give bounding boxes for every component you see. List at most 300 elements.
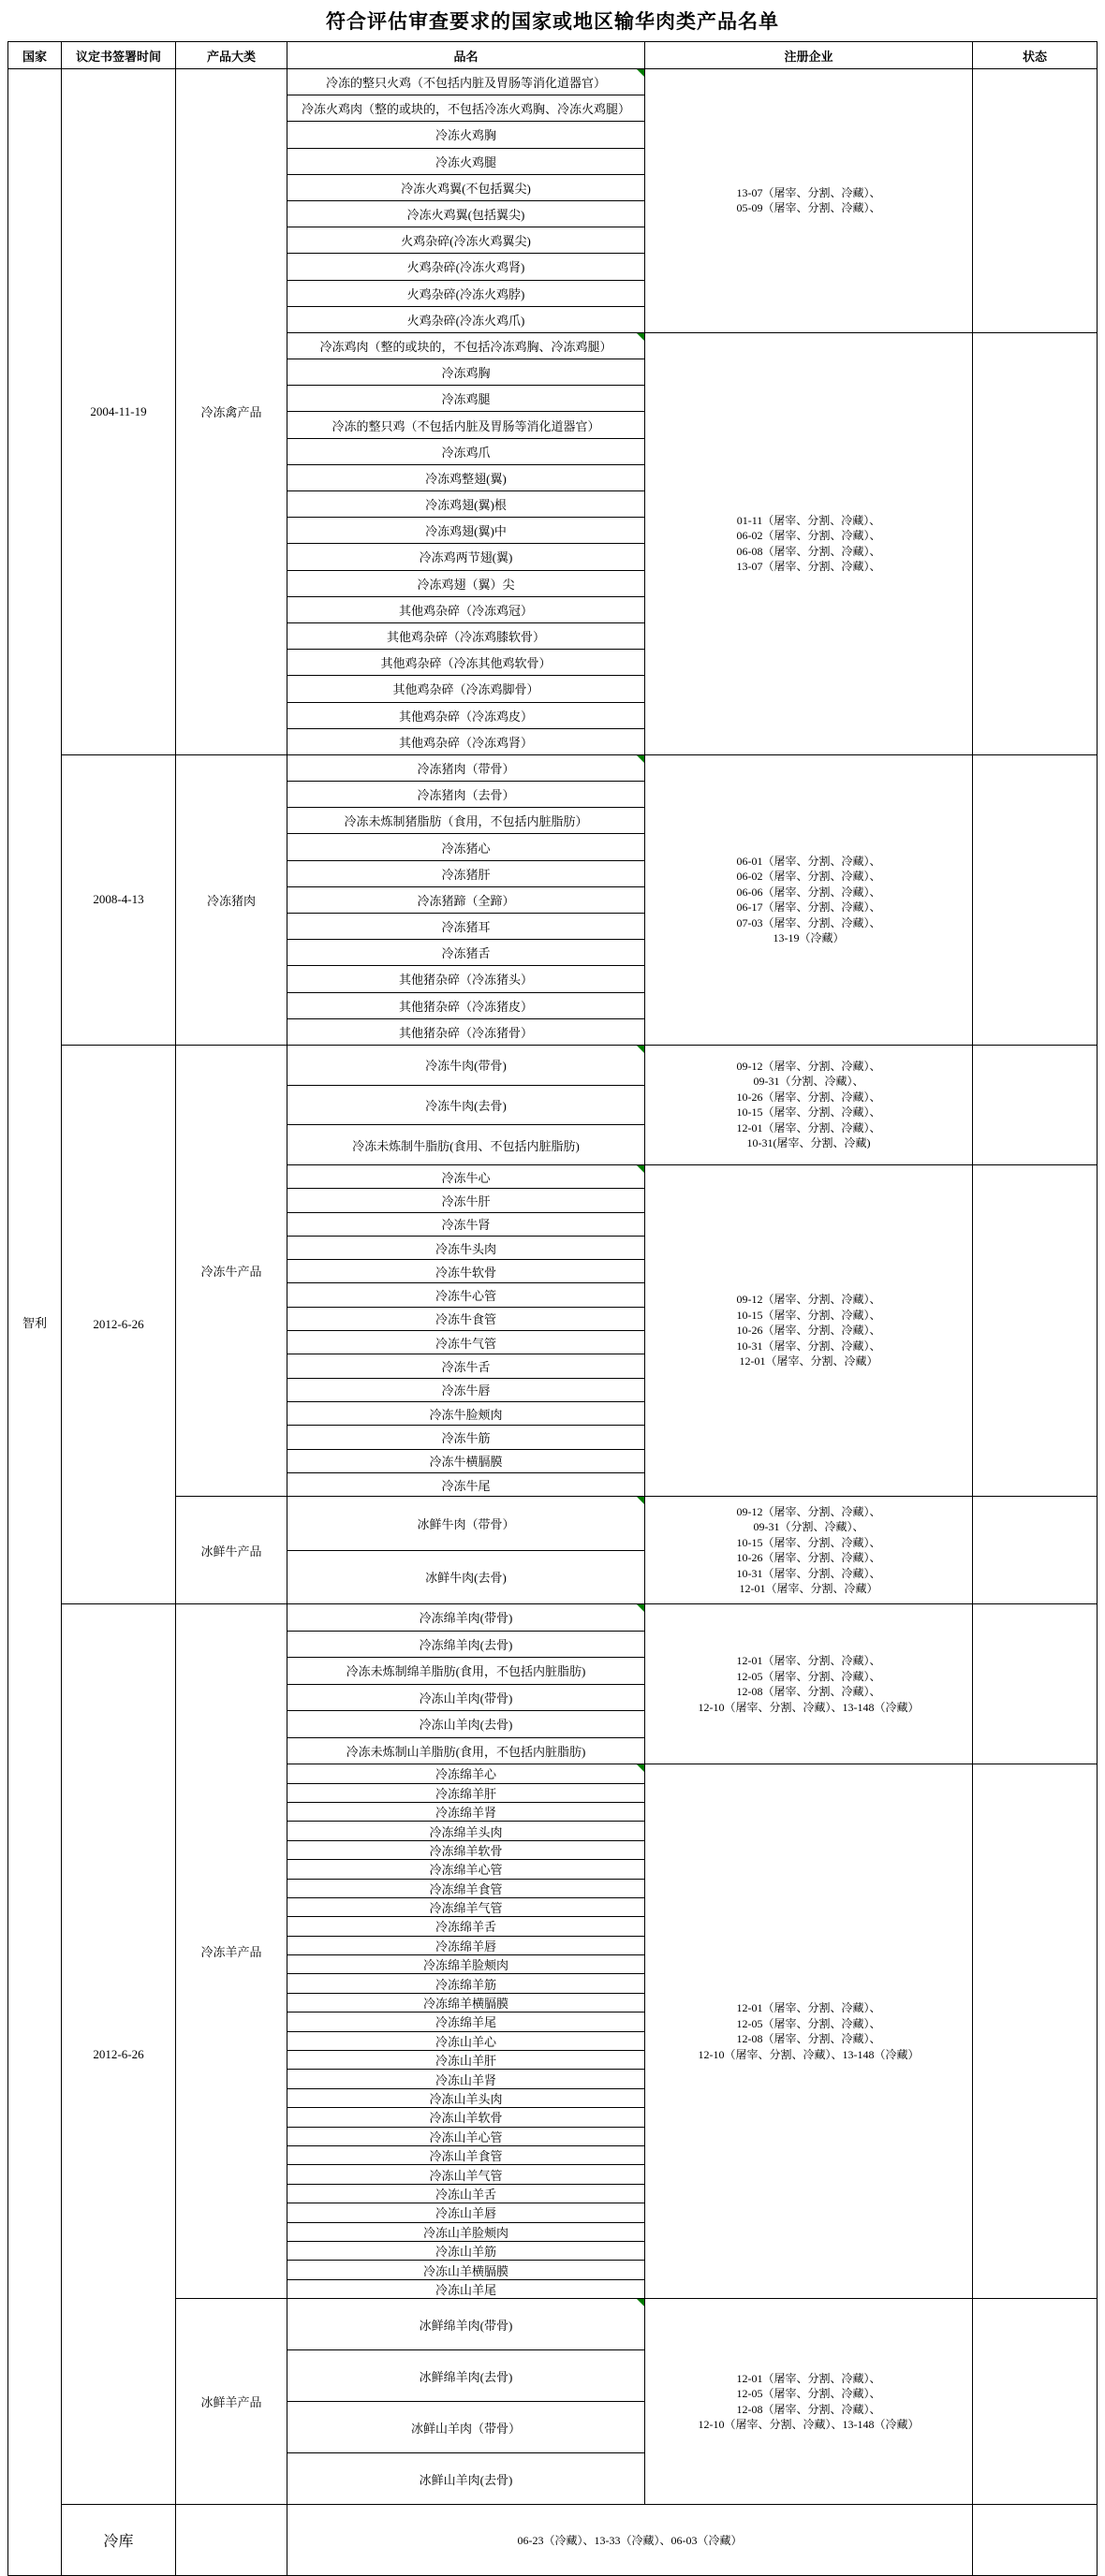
product-name: 冷冻牛尾 [441,1478,491,1493]
product-name: 冷冻山羊软骨 [429,2111,503,2126]
product-name: 冷冻未炼制山羊脂肪(食用，不包括内脏脂肪) [346,1744,586,1759]
product-name: 冷冻牛心管 [435,1289,496,1304]
product-cell [287,571,644,597]
product-name: 冷冻的整只鸡（不包括内脏及胃肠等消化道器官） [332,418,600,433]
enterprise-code-line: 12-05（屠宰、分割、冷藏）、 [736,2016,881,2030]
enterprise-code-line: 12-01（屠宰、分割、冷藏）、 [736,1654,881,1668]
product-cell [287,1784,644,1803]
product-name: 其他鸡杂碎（冷冻鸡皮） [398,709,533,724]
blocks-column [287,69,1097,755]
header-country: 国家 [8,42,62,69]
header-product: 品名 [287,42,645,69]
product-cell [287,1685,644,1712]
product-cell [287,2089,644,2108]
header-enterprise: 注册企业 [645,42,973,69]
enterprise-code-line: 09-31（分割、冷藏）、 [753,1520,864,1534]
product-cell [287,175,644,201]
product-cell [287,465,644,491]
product-name: 冷冻山羊心 [435,2034,496,2049]
status-cell [973,333,1097,755]
product-cell [287,281,644,307]
product-name: 冷冻猪耳 [441,920,491,935]
enterprise-code-line: 09-12（屠宰、分割、冷藏）、 [736,1293,881,1307]
enterprise-code-line: 12-01（屠宰、分割、冷藏）、 [736,2001,881,2015]
product-cell [287,1898,644,1917]
product-cell [287,254,644,280]
product-name-column [287,2299,645,2505]
enterprise-cell [645,755,973,1046]
product-cell [287,597,644,623]
product-cell [287,359,644,386]
product-name: 冷冻山羊心管 [429,2130,503,2144]
enterprise-code-line: 06-06（屠宰、分割、冷藏）、 [736,885,881,899]
product-name: 冷冻鸡肉（整的或块的，不包括冷冻鸡胸、冷冻鸡腿） [319,339,612,354]
enterprise-block [287,755,1097,1046]
status-cell [973,2505,1097,2575]
product-name: 其他猪杂碎（冷冻猪骨） [398,1025,533,1040]
product-cell [287,1237,644,1260]
product-cell [287,861,644,887]
product-name: 火鸡杂碎(冷冻火鸡脖) [406,286,525,301]
enterprise-code-line: 09-31（分割、冷藏）、 [753,1075,864,1089]
comment-marker-icon [637,333,644,341]
enterprise-code-line: 10-15（屠宰、分割、冷藏）、 [736,1308,881,1322]
product-cell [287,1632,644,1659]
product-cell [287,2299,644,2350]
enterprise-code-line: 10-31（屠宰、分割、冷藏）、 [736,1339,881,1353]
blocks-column [287,1497,1097,1604]
enterprise-block [287,1764,1097,2299]
product-name: 冷冻绵羊肾 [435,1806,496,1821]
product-cell [287,122,644,148]
product-cell [287,1658,644,1685]
product-cell [287,808,644,834]
enterprise-code-line: 12-10（屠宰、分割、冷藏）、13-148（冷藏） [698,2047,920,2061]
product-name-column [287,1764,645,2299]
product-name: 冷冻牛肾 [441,1218,491,1233]
product-name: 冷冻猪肉（去骨） [417,788,515,803]
category-row [176,1046,1097,1497]
product-cell [287,2203,644,2222]
product-name: 冷冻山羊唇 [435,2206,496,2221]
product-cell [287,1822,644,1840]
product-cell [287,69,644,95]
product-name: 冷冻山羊尾 [435,2282,496,2297]
product-name-column [287,69,645,333]
product-name: 冷冻牛肉(去骨) [425,1098,507,1113]
categories-column [176,755,1097,1046]
product-name: 火鸡杂碎(冷冻火鸡翼尖) [401,234,531,249]
product-name: 冰鲜绵羊肉(带骨) [419,2318,513,2333]
product-name: 冷冻火鸡腿 [435,154,496,169]
enterprise-code-line: 12-08（屠宰、分割、冷藏）、 [736,2032,881,2046]
status-cell [973,1046,1097,1165]
product-name: 冷冻猪心 [441,841,491,856]
enterprise-code-line: 12-05（屠宰、分割、冷藏）、 [736,1669,881,1683]
enterprise-code-line: 10-26（屠宰、分割、冷藏）、 [736,1324,881,1338]
enterprise-code-line: 06-08（屠宰、分割、冷藏）、 [736,544,881,558]
enterprise-cell [645,1046,973,1165]
product-cell [287,1994,644,2012]
cold-store-row [62,2505,1097,2575]
page-title: 符合评估审查要求的国家或地区输华肉类产品名单 [326,10,779,33]
product-cell [287,966,644,992]
protocol-date-cell: 2008-4-13 [62,755,176,1046]
product-name-column [287,1497,645,1604]
product-name-column [287,1165,645,1497]
product-name: 其他猪杂碎（冷冻猪头） [398,973,533,988]
enterprise-block [287,2299,1097,2505]
product-cell [287,2128,644,2146]
product-name: 冷冻鸡两节翅(翼) [419,550,513,565]
date-group [62,1604,1097,2505]
categories-column [176,1046,1097,1604]
product-name: 冷冻山羊筋 [435,2245,496,2260]
product-name: 冷冻火鸡胸 [435,128,496,143]
enterprise-cell [645,1497,973,1604]
product-cell [287,333,644,359]
header-date: 议定书签署时间 [62,42,176,69]
product-cell [287,1426,644,1449]
product-name: 冷冻牛头肉 [435,1241,496,1256]
table-header-row [8,42,1097,69]
product-name: 冷冻牛心 [441,1170,491,1185]
product-cell [287,227,644,254]
product-cell [287,623,644,650]
product-name: 冷冻牛脸颊肉 [429,1407,503,1422]
product-cell [287,2402,644,2453]
product-name: 冷冻绵羊气管 [429,1901,503,1916]
country-cell: 智利 [8,69,62,2575]
product-name: 冷冻牛食管 [435,1312,496,1327]
categories-column [176,1604,1097,2505]
title-bar [0,0,1105,41]
product-name: 冷冻绵羊筋 [435,1977,496,1992]
product-name: 其他鸡杂碎（冷冻鸡冠） [398,603,533,618]
enterprise-cell [645,69,973,333]
status-cell [973,1165,1097,1497]
enterprise-cell [645,1764,973,2299]
status-cell [973,69,1097,333]
date-group [62,755,1097,1046]
category-row [176,69,1097,755]
product-cell [287,2223,644,2242]
product-cell [287,386,644,412]
protocol-date-cell: 2012-6-26 [62,1046,176,1604]
product-name: 冷冻绵羊脸颊肉 [422,1958,508,1973]
category-cell: 冷冻禽产品 [176,69,287,755]
enterprise-block [287,1046,1097,1165]
product-cell [287,491,644,518]
enterprise-code-line: 13-07（屠宰、分割、冷藏）、 [736,560,881,574]
product-cell [287,1860,644,1879]
enterprise-code-line: 12-01（屠宰、分割、冷藏） [739,1354,878,1368]
product-name: 冷冻鸡腿 [441,392,491,407]
comment-marker-icon [637,2299,644,2306]
product-cell [287,1379,644,1402]
product-cell [287,1086,644,1126]
enterprise-code-line: 10-31(屠宰、分割、冷藏) [746,1136,871,1150]
comment-marker-icon [637,1764,644,1772]
product-cell [287,993,644,1019]
enterprise-code-line: 05-09（屠宰、分割、冷藏）、 [736,201,881,215]
table-body-main [62,69,1097,2575]
product-cell [287,1841,644,1860]
product-cell [287,1937,644,1955]
product-name: 其他鸡杂碎（冷冻鸡脚骨） [392,682,539,697]
comment-marker-icon [637,755,644,763]
comment-marker-icon [637,69,644,77]
product-cell [287,2165,644,2184]
products-table [7,41,1098,2576]
comment-marker-icon [637,1165,644,1173]
category-row [176,1497,1097,1604]
enterprise-code-line: 12-10（屠宰、分割、冷藏）、13-148（冷藏） [698,1700,920,1714]
product-cell [287,1738,644,1765]
product-name: 冷冻猪肝 [441,867,491,882]
product-name: 冰鲜牛肉(去骨) [425,1571,507,1586]
product-cell [287,2280,644,2299]
enterprise-code-line: 12-01（屠宰、分割、冷藏） [739,1582,878,1596]
product-cell [287,1213,644,1237]
product-cell [287,2108,644,2127]
product-name: 冷冻绵羊肉(带骨) [419,1611,513,1626]
category-row [176,2299,1097,2505]
product-cell [287,95,644,122]
product-cell [287,2051,644,2070]
product-name: 冷冻鸡翅（翼）尖 [417,577,515,592]
enterprise-code-line: 12-05（屠宰、分割、冷藏）、 [736,2387,881,2401]
product-name-column [287,755,645,1046]
product-name: 冷冻牛横膈膜 [429,1455,503,1470]
product-name: 冷冻牛肉(带骨) [425,1059,507,1074]
header-status: 状态 [973,42,1097,69]
header-category: 产品大类 [176,42,287,69]
date-group [62,69,1097,755]
product-cell [287,940,644,966]
product-name: 冷冻牛舌 [441,1360,491,1375]
product-name: 冷冻绵羊头肉 [429,1824,503,1839]
product-name: 冷冻绵羊肉(去骨) [419,1637,513,1652]
product-name: 冷冻绵羊肝 [435,1786,496,1801]
enterprise-code-line: 12-08（屠宰、分割、冷藏）、 [736,1685,881,1699]
blocks-column [287,1604,1097,2299]
product-cell [287,1711,644,1738]
enterprise-code-line: 06-17（屠宰、分割、冷藏）、 [736,900,881,915]
enterprise-code-line: 10-26（屠宰、分割、冷藏）、 [736,1090,881,1104]
product-name: 冷冻鸡翅(翼)中 [425,524,507,539]
product-cell [287,412,644,438]
product-name: 冷冻山羊肾 [435,2072,496,2087]
product-cell [287,1165,644,1189]
enterprise-cell [645,333,973,755]
cold-store-label-cell: 冷库 [62,2505,176,2575]
product-name: 冷冻鸡翅(翼)根 [425,498,507,513]
enterprise-block [287,69,1097,333]
product-name: 冷冻山羊舌 [435,2187,496,2202]
enterprise-code-line: 10-15（屠宰、分割、冷藏）、 [736,1535,881,1549]
product-name: 冷冻牛软骨 [435,1265,496,1280]
product-name-column [287,1046,645,1165]
product-name: 冷冻山羊横膈膜 [422,2263,508,2278]
product-name: 冷冻绵羊心 [435,1767,496,1782]
product-cell [287,703,644,729]
product-name: 冷冻猪肉（带骨） [417,761,515,776]
category-cell: 冰鲜牛产品 [176,1497,287,1604]
product-cell [287,1046,644,1086]
product-name-column [287,333,645,755]
product-cell [287,544,644,570]
enterprise-block [287,1604,1097,1764]
product-cell [287,2242,644,2261]
product-name: 冷冻绵羊舌 [435,1920,496,1935]
enterprise-code-line: 12-08（屠宰、分割、冷藏）、 [736,2402,881,2416]
product-cell [287,1473,644,1497]
category-cell: 冰鲜羊产品 [176,2299,287,2505]
product-name: 其他鸡杂碎（冷冻鸡肾） [398,735,533,750]
enterprise-code-line: 10-15（屠宰、分割、冷藏）、 [736,1105,881,1120]
enterprise-code-line: 06-01（屠宰、分割、冷藏）、 [736,854,881,868]
enterprise-block [287,333,1097,755]
product-name: 冷冻绵羊尾 [435,2015,496,2030]
enterprise-code-line: 12-01（屠宰、分割、冷藏）、 [736,2371,881,2385]
product-name: 冷冻牛筋 [441,1430,491,1445]
enterprise-code-line: 10-26（屠宰、分割、冷藏）、 [736,1551,881,1565]
product-name: 冰鲜绵羊肉(去骨) [419,2369,513,2384]
enterprise-code-line: 09-12（屠宰、分割、冷藏）、 [736,1059,881,1073]
product-name: 冷冻鸡整翅(翼) [425,471,507,486]
category-row [176,755,1097,1046]
empty-category-cell [176,2505,287,2575]
product-cell [287,1604,644,1632]
product-cell [287,1803,644,1822]
product-name: 冷冻未炼制牛脂肪(食用、不包括内脏脂肪) [352,1138,580,1153]
product-name: 冷冻山羊肝 [435,2054,496,2069]
blocks-column [287,755,1097,1046]
categories-column [176,69,1097,755]
product-cell [287,887,644,914]
product-cell [287,1551,644,1605]
product-name: 冷冻的整只火鸡（不包括内脏及胃肠等消化道器官） [325,76,606,91]
product-name: 冷冻绵羊食管 [429,1881,503,1896]
product-cell [287,2350,644,2402]
product-name: 火鸡杂碎(冷冻火鸡爪) [406,313,525,328]
status-cell [973,1764,1097,2299]
product-cell [287,729,644,755]
product-cell [287,1283,644,1307]
product-name: 冷冻山羊头肉 [429,2091,503,2106]
product-cell [287,676,644,702]
comment-marker-icon [637,1046,644,1053]
cold-store-enterprises-cell: 06-23（冷藏）、13-33（冷藏）、06-03（冷藏） [287,2505,973,2575]
product-cell [287,1450,644,1473]
product-cell [287,1260,644,1283]
product-name: 冷冻猪蹄（全蹄） [417,893,515,908]
table-body [8,69,1097,2575]
protocol-date-cell: 2004-11-19 [62,69,176,755]
product-name: 冷冻未炼制猪脂肪（食用，不包括内脏脂肪） [344,814,588,829]
product-cell [287,1402,644,1426]
product-name: 冰鲜山羊肉(去骨) [419,2472,513,2487]
product-name: 冷冻山羊脸颊肉 [422,2225,508,2240]
status-cell [973,1497,1097,1604]
product-name: 冷冻绵羊唇 [435,1939,496,1954]
product-name: 冷冻牛唇 [441,1383,491,1398]
product-cell [287,1125,644,1165]
product-cell [287,834,644,860]
product-name: 其他鸡杂碎（冷冻鸡膝软骨） [386,630,545,645]
product-cell [287,1917,644,1936]
product-cell [287,1880,644,1898]
comment-marker-icon [637,1604,644,1612]
product-cell [287,2146,644,2165]
product-cell [287,2185,644,2203]
product-cell [287,1974,644,1993]
enterprise-code-line: 13-19（冷藏） [773,931,845,945]
comment-marker-icon [637,1497,644,1504]
product-cell [287,201,644,227]
product-cell [287,1497,644,1551]
enterprise-code-line: 12-01（屠宰、分割、冷藏）、 [736,1120,881,1134]
product-cell [287,1331,644,1354]
product-cell [287,755,644,782]
status-cell [973,755,1097,1046]
enterprise-cell [645,2299,973,2505]
enterprise-code-line: 01-11（屠宰、分割、冷藏）、 [736,513,881,527]
product-name: 冷冻绵羊软骨 [429,1843,503,1858]
category-cell: 冷冻羊产品 [176,1604,287,2299]
enterprise-code-line: 06-02（屠宰、分割、冷藏）、 [736,529,881,543]
product-cell [287,149,644,175]
category-row [176,1604,1097,2299]
product-name: 冷冻山羊肉(带骨) [419,1690,513,1705]
category-cell: 冷冻牛产品 [176,1046,287,1497]
product-name: 冷冻未炼制绵羊脂肪(食用，不包括内脏脂肪) [346,1664,586,1679]
product-name: 冷冻牛肝 [441,1193,491,1208]
blocks-column [287,1046,1097,1497]
enterprise-block [287,1497,1097,1604]
product-cell [287,2070,644,2088]
status-cell [973,2299,1097,2505]
product-cell [287,307,644,333]
product-name: 冷冻山羊肉(去骨) [419,1718,513,1733]
product-name: 冷冻牛气管 [435,1336,496,1351]
product-cell [287,1189,644,1212]
product-name: 火鸡杂碎(冷冻火鸡肾) [406,260,525,275]
enterprise-code-line: 07-03（屠宰、分割、冷藏）、 [736,915,881,929]
protocol-date-cell: 2012-6-26 [62,1604,176,2505]
product-cell [287,1955,644,1974]
blocks-column [287,2299,1097,2505]
product-name: 冷冻绵羊心管 [429,1863,503,1878]
product-name: 冷冻山羊气管 [429,2168,503,2183]
product-cell [287,2261,644,2279]
product-cell [287,1354,644,1378]
category-cell: 冷冻猪肉 [176,755,287,1046]
product-name: 冷冻火鸡翼(包括翼尖) [406,208,525,223]
enterprise-block [287,1165,1097,1497]
enterprise-code-line: 10-31（屠宰、分割、冷藏）、 [736,1566,881,1580]
product-cell [287,650,644,676]
date-group [62,1046,1097,1604]
enterprise-code-line: 13-07（屠宰、分割、冷藏）、 [736,185,881,199]
product-name: 冷冻鸡爪 [441,445,491,460]
product-name: 冷冻火鸡翼(不包括翼尖) [401,181,531,196]
product-name: 冷冻鸡胸 [441,366,491,381]
product-cell [287,2032,644,2051]
enterprise-cell [645,1165,973,1497]
product-cell [287,2453,644,2505]
